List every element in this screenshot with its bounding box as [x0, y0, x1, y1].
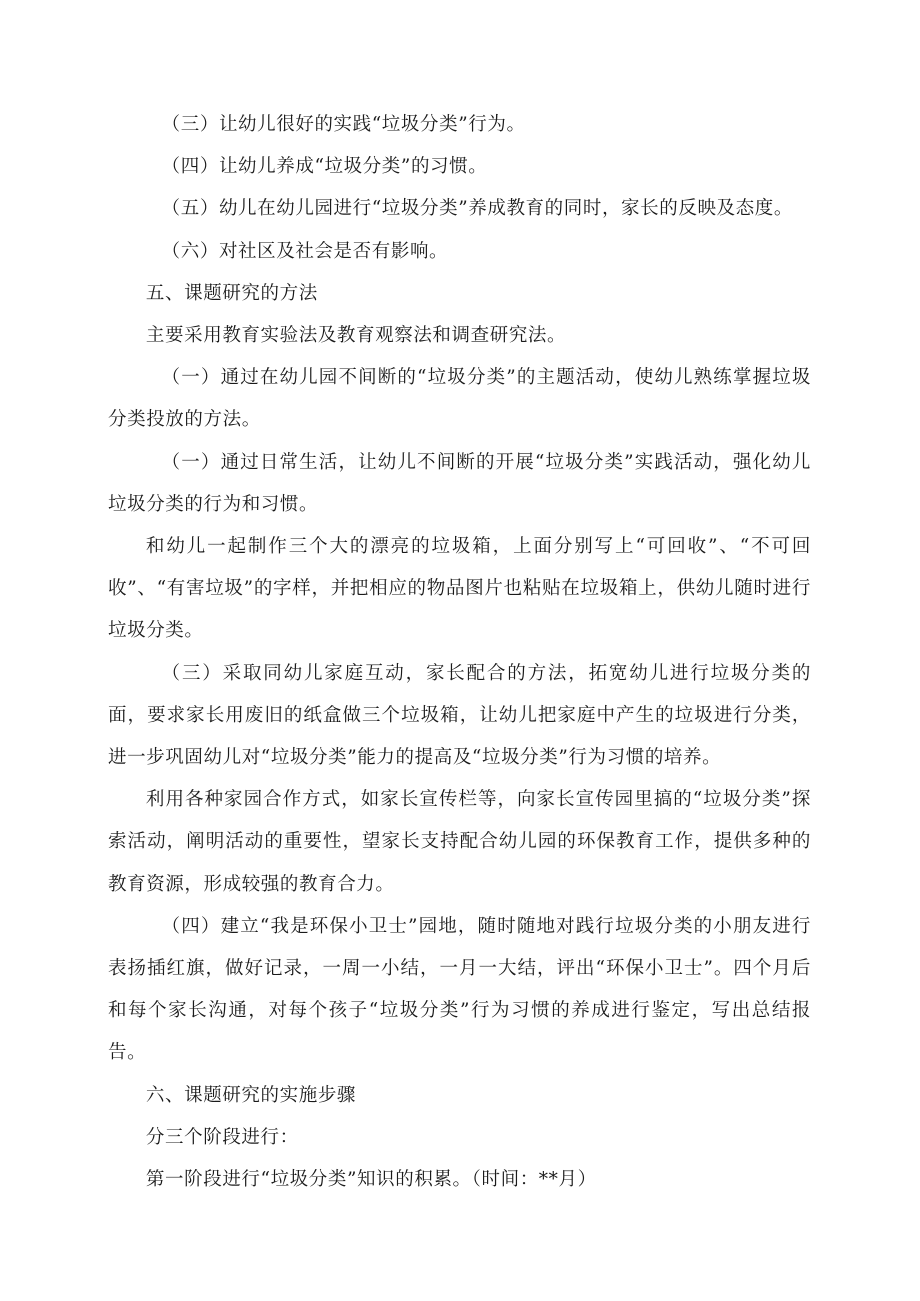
- paragraph-methods-intro: 主要采用教育实验法及教育观察法和调查研究法。: [145, 325, 567, 347]
- section-heading-steps: 六、课题研究的实施步骤: [145, 1084, 357, 1106]
- section-heading-methods: 五、课题研究的方法: [145, 282, 318, 304]
- paragraph-method-3: （三）采取同幼儿家庭互动，家长配合的方法，拓宽幼儿进行垃圾分类的面，要求家长用废旧的纸盒做三个垃圾箱，让幼儿把家庭中产生的垃圾进行分类，进一步巩固幼儿对“垃圾分类”能力的提高及“垃圾分类”行为习惯的培养。: [108, 662, 811, 769]
- paragraph-method-4: （四）建立“我是环保小卫士”园地，随时随地对践行垃圾分类的小朋友进行表扬插红旗，做好记录，一周一小结，一月一大结，评出“环保小卫士”。四个月后和每个家长沟通，对每个孩子“垃圾分类”行为习惯的养成进行鉴定，写出总结报告。: [108, 915, 811, 1064]
- paragraph-method-2: （一）通过日常生活，让幼儿不间断的开展“垃圾分类”实践活动，强化幼儿垃圾分类的行为和习惯。: [108, 451, 811, 515]
- paragraph-stage-1: 第一阶段进行“垃圾分类”知识的积累。（时间：**月）: [145, 1169, 597, 1191]
- paragraph-three-stages: 分三个阶段进行：: [145, 1126, 299, 1148]
- paragraph-goal-5: （五）幼儿在幼儿园进行“垃圾分类”养成教育的同时，家长的反映及态度。: [161, 198, 793, 220]
- paragraph-goal-4: （四）让幼儿养成“垃圾分类”的习惯。: [161, 156, 488, 178]
- paragraph-bins: 和幼儿一起制作三个大的漂亮的垃圾箱，上面分别写上“可回收”、“不可回收”、“有害垃圾”的字样，并把相应的物品图片也粘贴在垃圾箱上，供幼儿随时进行垃圾分类。: [108, 536, 811, 642]
- paragraph-method-1: （一）通过在幼儿园不间断的“垃圾分类”的主题活动，使幼儿熟练掌握垃圾分类投放的方法。: [108, 367, 811, 431]
- document-page: [108, 104, 811, 1201]
- paragraph-home-cooperation: 利用各种家园合作方式，如家长宣传栏等，向家长宣传园里搞的“垃圾分类”探索活动，阐明活动的重要性，望家长支持配合幼儿园的环保教育工作，提供多种的教育资源，形成较强的教育合力。: [108, 789, 811, 895]
- paragraph-goal-6: （六）对社区及社会是否有影响。: [161, 240, 449, 262]
- paragraph-goal-3: （三）让幼儿很好的实践“垃圾分类”行为。: [161, 114, 526, 135]
